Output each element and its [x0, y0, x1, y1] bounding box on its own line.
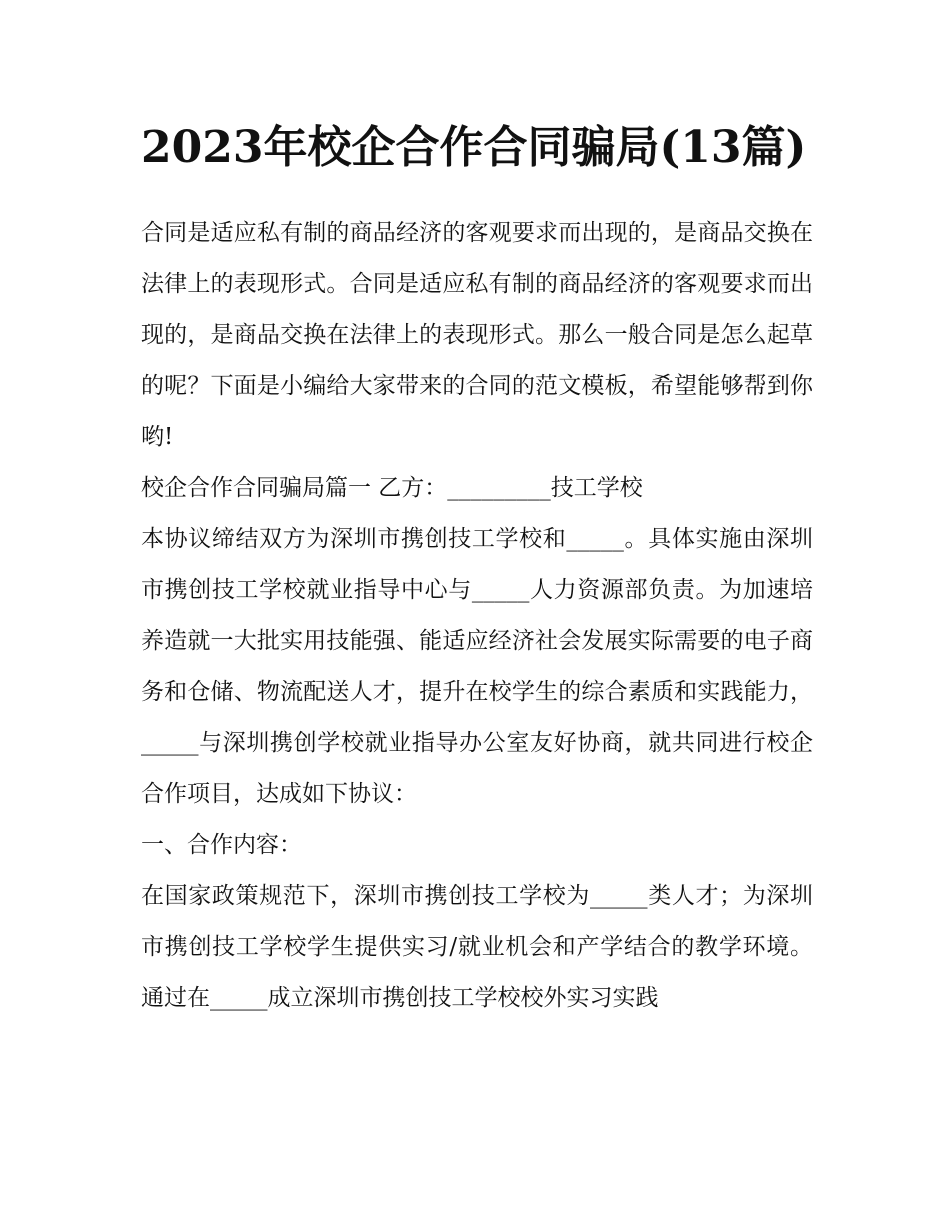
document-content: [141, 118, 813, 1024]
section-heading-party-b: 校企合作合同骗局篇一 乙方：_________技工学校: [141, 475, 643, 501]
cooperation-content-heading: 一、合作内容：: [141, 832, 302, 858]
document-title: 2023年校企合作合同骗局(13篇): [141, 122, 807, 173]
agreement-paragraph: 本协议缔结双方为深圳市携创技工学校和_____。具体实施由深圳市携创技工学校就业指导中心与_____人力资源部负责。为加速培养造就一大批实用技能强、能适应经济社会发展实际需要的电子商务和仓储、物流配送人才，提升在校学生的综合素质和实践能力，_____与深圳携创学校就业指导办公室友好协商，就共同进行校企合作项目，达成如下协议：: [141, 526, 813, 807]
cooperation-content-paragraph: 在国家政策规范下，深圳市携创技工学校为_____类人才；为深圳市携创技工学校学生提供实习/就业机会和产学结合的教学环境。通过在_____成立深圳市携创技工学校校外实习实践: [141, 883, 813, 1011]
document-body: [141, 208, 813, 1024]
intro-paragraph: 合同是适应私有制的商品经济的客观要求而出现的，是商品交换在法律上的表现形式。合同是适应私有制的商品经济的客观要求而出现的，是商品交换在法律上的表现形式。那么一般合同是怎么起草的呢？下面是小编给大家带来的合同的范文模板，希望能够帮到你哟!: [141, 220, 813, 450]
